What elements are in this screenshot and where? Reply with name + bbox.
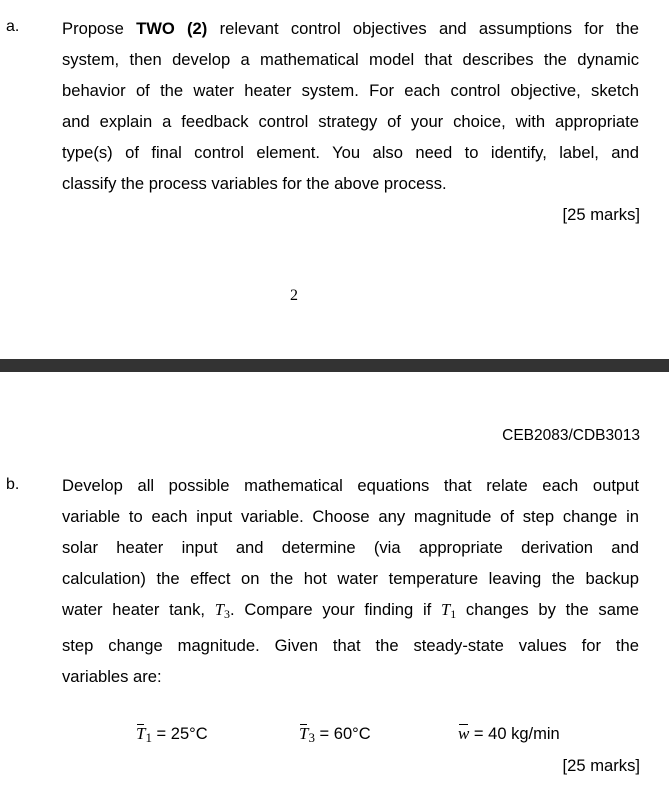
question-a-marks: [25 marks] — [562, 205, 640, 224]
question-a-label: a. — [6, 18, 20, 35]
question-a-line-5: type(s) of final control element. You also need to identify, label, and — [62, 143, 639, 162]
question-a-line-3: behavior of the water heater system. For each control objective, sketch — [62, 81, 639, 100]
steady-state-t1 — [136, 724, 208, 746]
question-a-line-2: system, then develop a mathematical model that describes the dynamic — [62, 50, 639, 69]
steady-state-t3 — [299, 724, 371, 746]
question-b-line-2: variable to each input variable. Choose any magnitude of step change in — [62, 507, 639, 526]
var-t3: T — [214, 600, 225, 619]
question-b-line-3: solar heater input and determine (via appropriate derivation and — [62, 538, 639, 557]
question-b-line-7: variables are: — [62, 667, 162, 686]
var-t1: T — [440, 600, 451, 619]
question-b-line-4: calculation) the effect on the hot water temperature leaving the backup — [62, 569, 639, 588]
line5-post: changes by the same — [456, 600, 639, 619]
question-b-line-6: step change magnitude. Given that the steady-state values for the — [62, 636, 639, 655]
question-b-marks: [25 marks] — [562, 756, 640, 775]
question-a-text — [62, 13, 639, 199]
var-t3-sub: 3 — [224, 607, 231, 621]
t1-bar-symbol: T — [136, 724, 146, 743]
emphasis-two: TWO (2) — [136, 19, 208, 38]
t1-subscript: 1 — [145, 730, 152, 745]
question-a-line-1 — [62, 13, 639, 44]
question-b-label: b. — [6, 476, 20, 493]
line5-mid: . Compare your finding if — [230, 600, 441, 619]
page-divider — [0, 359, 669, 372]
t3-value: = 60°C — [314, 725, 371, 743]
question-a-line-6: classify the process variables for the above process. — [62, 174, 447, 193]
t3-bar-symbol: T — [299, 724, 309, 743]
t3-subscript: 3 — [308, 730, 315, 745]
line5-pre: water heater tank, — [62, 600, 215, 619]
line1-pre: Propose — [62, 19, 137, 38]
course-code-header: CEB2083/CDB3013 — [502, 427, 640, 444]
line1-post: relevant control objectives and assumptions for the — [207, 19, 639, 38]
question-b-line-1: Develop all possible mathematical equations that relate each output — [62, 476, 639, 495]
t1-value: = 25°C — [151, 725, 208, 743]
question-b-text — [62, 470, 639, 692]
question-a-line-4: and explain a feedback control strategy of your choice, with appropriate — [62, 112, 639, 131]
steady-state-w — [458, 724, 560, 744]
question-b-line-5 — [62, 594, 639, 630]
page-number: 2 — [290, 287, 298, 304]
w-bar-symbol: w — [458, 724, 470, 743]
var-t1-sub: 1 — [450, 607, 457, 621]
w-value: = 40 kg/min — [469, 725, 560, 743]
